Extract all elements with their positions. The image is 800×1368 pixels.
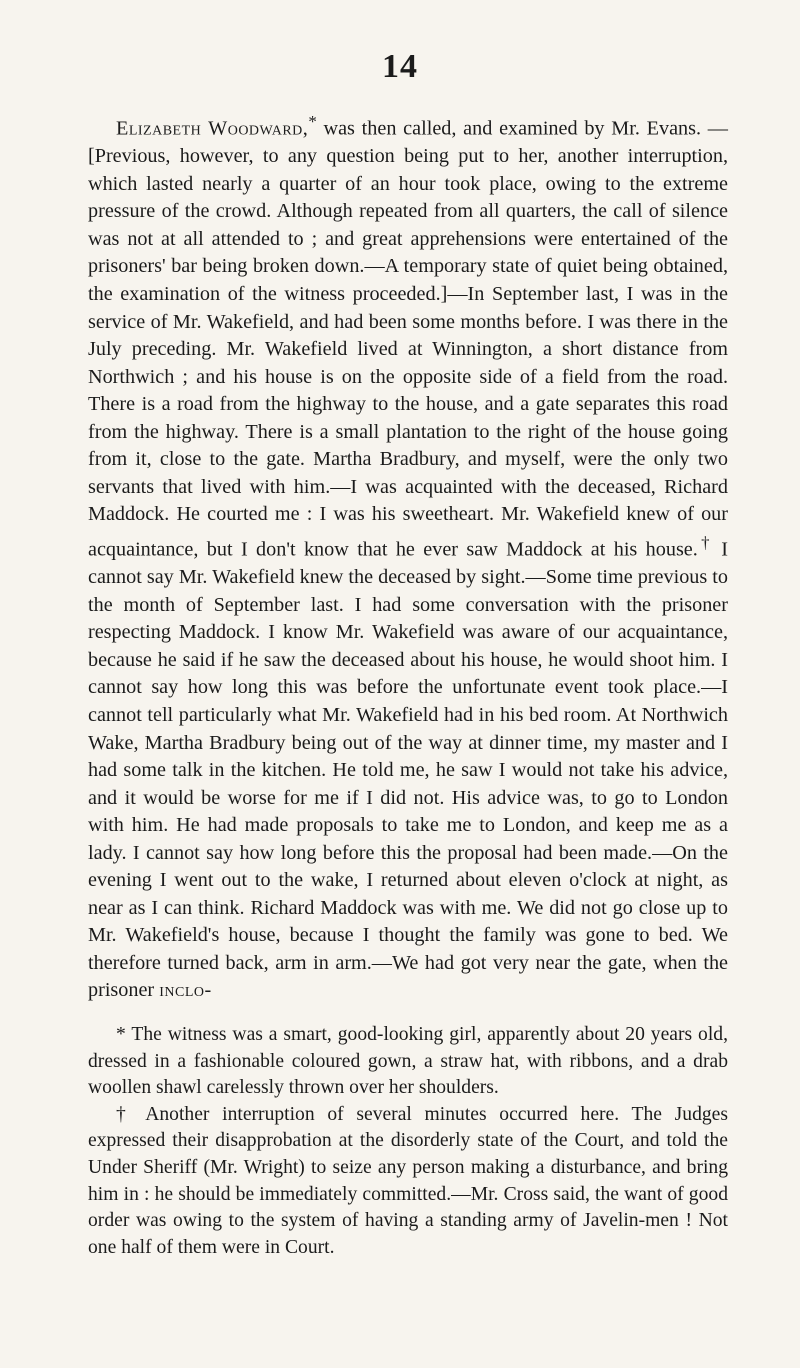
testimony-paragraph (88, 108, 728, 1005)
footnote: † Another interruption of several minutes occurred here. The Judges expressed their disapprobation at the disorderly state of the Court, and told the Under Sheriff (Mr. Wright) to seize any person making a disturbance, and bring him in : he should be immediately committed.—Mr. Cross said, the want of good order was owing to the system of having a standing army of Javelin-men ! Not one half of them were in Court. (88, 1103, 728, 1258)
footnote-mark: † (697, 532, 713, 552)
footnote-mark: * (308, 112, 317, 131)
witness-name: Elizabeth Woodward, (116, 117, 309, 140)
catchword: inclo- (159, 979, 212, 1002)
paragraph-text: I cannot say Mr. Wakefield knew the deceased by sight.—Some time previous to the month of September last. I had some conversation with the prisoner respecting Maddock. I know Mr. Wakefield was aware of our acquaintance, because he said if he saw the deceased about his house, he would shoot him. I cannot say how long this was before the unfortunate event took place.—I cannot tell particularly what Mr. Wakefield had in his bed room. At Northwich Wake, Martha Bradbury being out of the way at dinner time, my master and I had some talk in the kitchen. He told me, he saw I would not take his advice, and it would be worse for me if I did not. His advice was, to go to London with him. He had made proposals to take me to London, and keep me as a lady. I cannot say how long before this the proposal had been made.—On the evening I went out to the wake, I returned about eleven o'clock at night, as near as I can think. Richard Maddock was with me. We did not go close up to Mr. Wakefield's house, because I thought the family was gone to bed. We therefore turned back, arm in arm.—We had got very near the gate, when the prisoner (88, 538, 728, 1002)
footnote: * The witness was a smart, good-looking girl, apparently about 20 years old, dressed in a fashionable coloured gown, a straw hat, with ribbons, and a drab woollen shawl carelessly thrown over her shoulders. (88, 1024, 728, 1099)
footnotes (88, 1022, 728, 1261)
main-text (88, 108, 728, 1005)
page-number: 14 (382, 48, 418, 85)
paragraph-text: was then called, and examined by Mr. Evans. —[Previous, however, to any question being put to her, another interruption, which lasted nearly a quarter of an hour took place, owing to the extreme pressure of the crowd. Although repeated from all quarters, the call of silence was not at all attended to ; and great apprehensions were entertained of the prisoners' bar being broken down.—A temporary state of quiet being obtained, the examination of the witness proceeded.]—In September last, I was in the service of Mr. Wakefield, and had been some months before. I was there in the July preceding. Mr. Wakefield lived at Winnington, a short distance from Northwich ; and his house is on the opposite side of a field from the road. There is a road from the highway to the house, and a gate separates this road from the highway. There is a small plantation to the right of the house going from it, close to the gate. Martha Bradbury, and myself, were the only two servants that lived with him.—I was acquainted with the deceased, Richard Maddock. He courted me : I was his sweetheart. Mr. Wakefield knew of our acquaintance, but I don't know that he ever saw Maddock at his house. (88, 117, 728, 561)
